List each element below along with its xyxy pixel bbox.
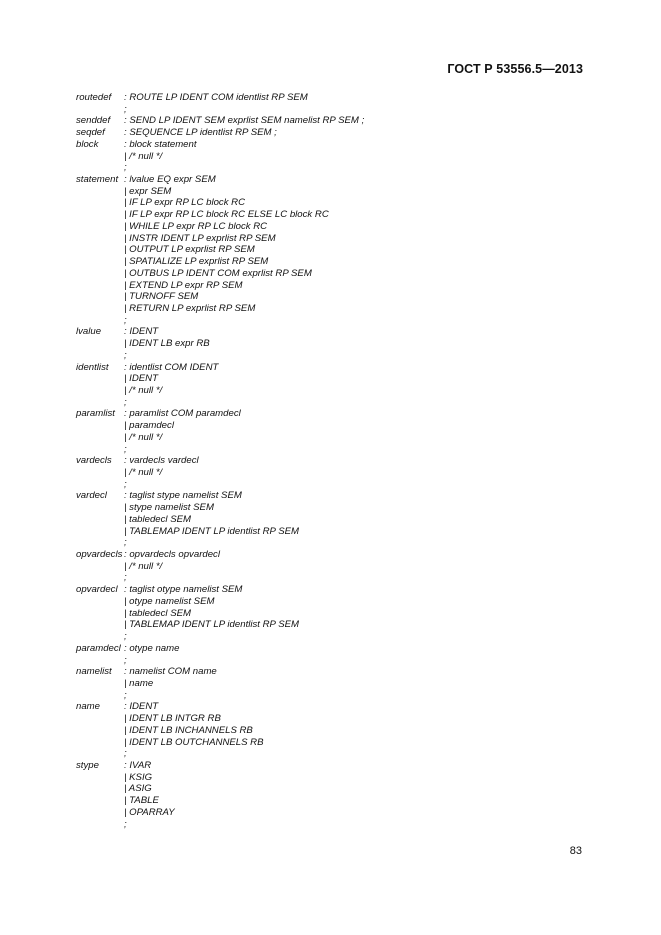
production-rule: | expr SEM bbox=[124, 185, 172, 197]
production-rule: ; bbox=[124, 443, 127, 455]
production-rule: | ASIG bbox=[124, 783, 152, 795]
page-number: 83 bbox=[569, 845, 582, 857]
production-rule: ; bbox=[124, 537, 127, 549]
grammar-listing bbox=[76, 92, 596, 830]
production-rule: | INSTR IDENT LP exprlist RP SEM bbox=[124, 232, 276, 244]
grammar-line bbox=[76, 631, 596, 643]
production-rule: ; bbox=[124, 818, 127, 830]
nonterminal-label: statement bbox=[76, 174, 119, 186]
grammar-line bbox=[76, 350, 596, 362]
grammar-line bbox=[76, 608, 596, 620]
production-rule: | otype namelist SEM bbox=[124, 595, 215, 607]
nonterminal-label: stype bbox=[76, 759, 99, 771]
grammar-line bbox=[76, 619, 596, 631]
nonterminal-label: vardecl bbox=[76, 490, 107, 502]
production-rule: | name bbox=[124, 677, 154, 689]
production-rule: | paramdecl bbox=[124, 420, 174, 432]
production-rule: | RETURN LP exprlist RP SEM bbox=[124, 302, 256, 314]
production-rule: | IDENT LB INCHANNELS RB bbox=[124, 724, 253, 736]
grammar-line bbox=[76, 162, 596, 174]
grammar-line bbox=[76, 701, 596, 713]
grammar-line bbox=[76, 326, 596, 338]
production-rule: | IDENT bbox=[124, 373, 158, 385]
grammar-line bbox=[76, 748, 596, 760]
production-rule: : otype name bbox=[124, 642, 180, 654]
production-rule: | IDENT LB INTGR RB bbox=[124, 713, 221, 725]
grammar-line bbox=[76, 151, 596, 163]
grammar-line bbox=[76, 666, 596, 678]
production-rule: | TURNOFF SEM bbox=[124, 291, 199, 303]
grammar-line bbox=[76, 795, 596, 807]
grammar-line bbox=[76, 561, 596, 573]
nonterminal-label: senddef bbox=[76, 115, 111, 127]
production-rule: ; bbox=[124, 103, 127, 115]
grammar-line bbox=[76, 783, 596, 795]
grammar-line bbox=[76, 479, 596, 491]
production-rule: ; bbox=[124, 478, 127, 490]
grammar-line bbox=[76, 819, 596, 831]
production-rule: : IDENT bbox=[124, 701, 159, 713]
nonterminal-label: routedef bbox=[76, 92, 112, 103]
grammar-line bbox=[76, 596, 596, 608]
grammar-line bbox=[76, 807, 596, 819]
production-rule: | IF LP expr RP LC block RC bbox=[124, 197, 246, 209]
production-rule: | stype namelist SEM bbox=[124, 502, 214, 514]
document-header: ГОСТ Р 53556.5—2013 bbox=[447, 62, 583, 76]
production-rule: : paramlist COM paramdecl bbox=[124, 408, 241, 420]
production-rule: | tabledecl SEM bbox=[124, 513, 192, 525]
grammar-line bbox=[76, 92, 596, 104]
grammar-line bbox=[76, 280, 596, 292]
nonterminal-label: paramdecl bbox=[76, 642, 121, 654]
grammar-line bbox=[76, 197, 596, 209]
production-rule: : opvardecls opvardecl bbox=[124, 549, 220, 561]
grammar-line bbox=[76, 420, 596, 432]
grammar-line bbox=[76, 408, 596, 420]
grammar-line bbox=[76, 772, 596, 784]
grammar-line bbox=[76, 713, 596, 725]
production-rule: | TABLEMAP IDENT LP identlist RP SEM bbox=[124, 525, 300, 537]
production-rule: ; bbox=[124, 572, 127, 584]
grammar-line bbox=[76, 115, 596, 127]
grammar-line bbox=[76, 186, 596, 198]
nonterminal-label: identlist bbox=[76, 361, 109, 373]
grammar-line bbox=[76, 373, 596, 385]
production-rule: ; bbox=[124, 654, 127, 666]
grammar-line bbox=[76, 725, 596, 737]
grammar-line bbox=[76, 537, 596, 549]
production-rule: ; bbox=[124, 631, 127, 643]
nonterminal-label: name bbox=[76, 701, 100, 713]
grammar-line bbox=[76, 244, 596, 256]
grammar-line bbox=[76, 490, 596, 502]
production-rule: | IDENT LB expr RB bbox=[124, 338, 210, 350]
grammar-line bbox=[76, 690, 596, 702]
production-rule: ; bbox=[124, 689, 127, 701]
production-rule: | tabledecl SEM bbox=[124, 607, 192, 619]
grammar-line bbox=[76, 643, 596, 655]
grammar-line bbox=[76, 526, 596, 538]
production-rule: | IDENT LB OUTCHANNELS RB bbox=[124, 736, 264, 748]
grammar-line bbox=[76, 174, 596, 186]
nonterminal-label: opvardecl bbox=[76, 584, 118, 596]
grammar-line bbox=[76, 139, 596, 151]
grammar-line bbox=[76, 209, 596, 221]
grammar-line bbox=[76, 514, 596, 526]
grammar-line bbox=[76, 737, 596, 749]
production-rule: ; bbox=[124, 748, 127, 760]
production-rule: | TABLE bbox=[124, 795, 159, 807]
production-rule: | /* null */ bbox=[124, 384, 163, 396]
production-rule: : block statement bbox=[124, 138, 197, 150]
production-rule: : ROUTE LP IDENT COM identlist RP SEM bbox=[124, 92, 308, 103]
grammar-line bbox=[76, 432, 596, 444]
production-rule: | IF LP expr RP LC block RC ELSE LC block RC bbox=[124, 209, 329, 221]
grammar-line bbox=[76, 303, 596, 315]
production-rule: | /* null */ bbox=[124, 431, 163, 443]
grammar-line bbox=[76, 221, 596, 233]
grammar-line bbox=[76, 760, 596, 772]
grammar-line bbox=[76, 338, 596, 350]
production-rule: ; bbox=[124, 349, 127, 361]
production-rule: | EXTEND LP expr RP SEM bbox=[124, 279, 243, 291]
production-rule: : taglist stype namelist SEM bbox=[124, 490, 242, 502]
grammar-line bbox=[76, 467, 596, 479]
grammar-line bbox=[76, 315, 596, 327]
production-rule: ; bbox=[124, 314, 127, 326]
grammar-line bbox=[76, 584, 596, 596]
production-rule: | KSIG bbox=[124, 771, 153, 783]
grammar-line bbox=[76, 291, 596, 303]
production-rule: : vardecls vardecl bbox=[124, 455, 199, 467]
production-rule: | OPARRAY bbox=[124, 806, 175, 818]
nonterminal-label: seqdef bbox=[76, 127, 105, 139]
nonterminal-label: block bbox=[76, 138, 99, 150]
production-rule: : namelist COM name bbox=[124, 666, 217, 678]
grammar-line bbox=[76, 502, 596, 514]
grammar-line bbox=[76, 127, 596, 139]
production-rule: | /* null */ bbox=[124, 467, 163, 478]
grammar-line bbox=[76, 444, 596, 456]
grammar-line bbox=[76, 362, 596, 374]
production-rule: : taglist otype namelist SEM bbox=[124, 584, 243, 596]
production-rule: | /* null */ bbox=[124, 150, 163, 162]
production-rule: | WHILE LP expr RP LC block RC bbox=[124, 220, 268, 232]
production-rule: : identlist COM IDENT bbox=[124, 361, 219, 373]
production-rule: | SPATIALIZE LP exprlist RP SEM bbox=[124, 256, 269, 268]
production-rule: | /* null */ bbox=[124, 560, 163, 572]
production-rule: ; bbox=[124, 396, 127, 408]
nonterminal-label: paramlist bbox=[76, 408, 115, 420]
grammar-line bbox=[76, 233, 596, 245]
grammar-line bbox=[76, 655, 596, 667]
production-rule: : SEQUENCE LP identlist RP SEM ; bbox=[124, 127, 277, 139]
nonterminal-label: lvalue bbox=[76, 326, 102, 338]
production-rule: | TABLEMAP IDENT LP identlist RP SEM bbox=[124, 619, 300, 631]
nonterminal-label: vardecls bbox=[76, 455, 112, 467]
production-rule: | OUTBUS LP IDENT COM exprlist RP SEM bbox=[124, 267, 312, 279]
nonterminal-label: opvardecls bbox=[76, 549, 123, 561]
production-rule: : lvalue EQ expr SEM bbox=[124, 174, 216, 186]
grammar-line bbox=[76, 268, 596, 280]
grammar-line bbox=[76, 572, 596, 584]
grammar-line bbox=[76, 549, 596, 561]
grammar-line bbox=[76, 385, 596, 397]
production-rule: | OUTPUT LP exprlist RP SEM bbox=[124, 244, 255, 256]
production-rule: : IDENT bbox=[124, 326, 159, 338]
grammar-line bbox=[76, 455, 596, 467]
nonterminal-label: namelist bbox=[76, 666, 112, 678]
grammar-line bbox=[76, 397, 596, 409]
grammar-line bbox=[76, 104, 596, 116]
production-rule: : IVAR bbox=[124, 759, 152, 771]
production-rule: : SEND LP IDENT SEM exprlist SEM namelist RP SEM ; bbox=[124, 115, 365, 127]
production-rule: ; bbox=[124, 162, 127, 174]
grammar-line bbox=[76, 678, 596, 690]
grammar-line bbox=[76, 256, 596, 268]
